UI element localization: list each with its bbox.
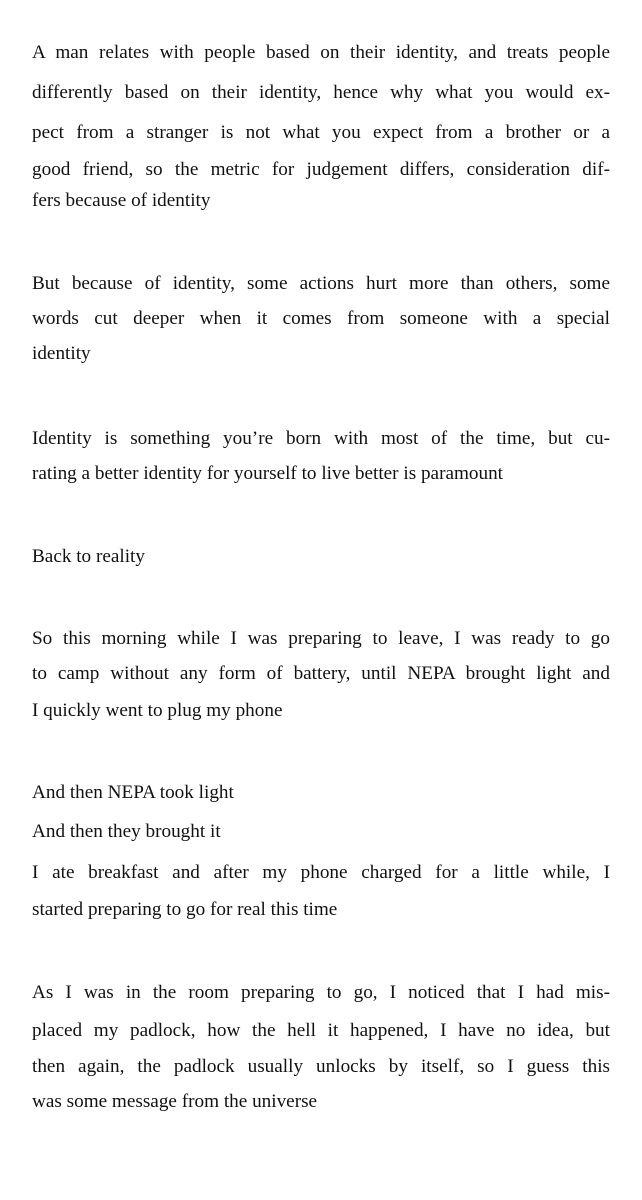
paragraph-7-line-1: As I was in the room preparing to go, I noticed that I had mis- [32, 982, 610, 1003]
paragraph-2-line-1: But because of identity, some actions hurt more than others, some [32, 273, 610, 294]
paragraph-6-line-1: And then NEPA took light [32, 782, 234, 803]
paragraph-6-line-4: started preparing to go for real this time [32, 899, 338, 920]
paragraph-6-line-3: I ate breakfast and after my phone charged for a little while, I [32, 862, 610, 883]
paragraph-5-line-3: I quickly went to plug my phone [32, 700, 283, 721]
paragraph-2-line-2: words cut deeper when it comes from someone with a special [32, 308, 610, 329]
paragraph-1-line-4: good friend, so the metric for judgement differs, consideration dif- [32, 159, 610, 180]
paragraph-3-line-1: Identity is something you’re born with most of the time, but cu- [32, 428, 610, 449]
paragraph-4-line-1: Back to reality [32, 546, 145, 567]
paragraph-7-line-3: then again, the padlock usually unlocks by itself, so I guess this [32, 1056, 610, 1077]
paragraph-2-line-3: identity [32, 343, 91, 364]
paragraph-1-line-2: differently based on their identity, hence why what you would ex- [32, 82, 610, 103]
paragraph-1-line-5: fers because of identity [32, 190, 211, 211]
paragraph-7-line-2: placed my padlock, how the hell it happened, I have no idea, but [32, 1020, 610, 1041]
paragraph-6-line-2: And then they brought it [32, 821, 221, 842]
paragraph-5-line-2: to camp without any form of battery, until NEPA brought light and [32, 663, 610, 684]
paragraph-5-line-1: So this morning while I was preparing to leave, I was ready to go [32, 628, 610, 649]
paragraph-1-line-3: pect from a stranger is not what you expect from a brother or a [32, 122, 610, 143]
paragraph-3-line-2: rating a better identity for yourself to live better is paramount [32, 463, 504, 484]
paragraph-1-line-1: A man relates with people based on their identity, and treats people [32, 42, 610, 63]
paragraph-7-line-4: was some message from the universe [32, 1091, 318, 1112]
